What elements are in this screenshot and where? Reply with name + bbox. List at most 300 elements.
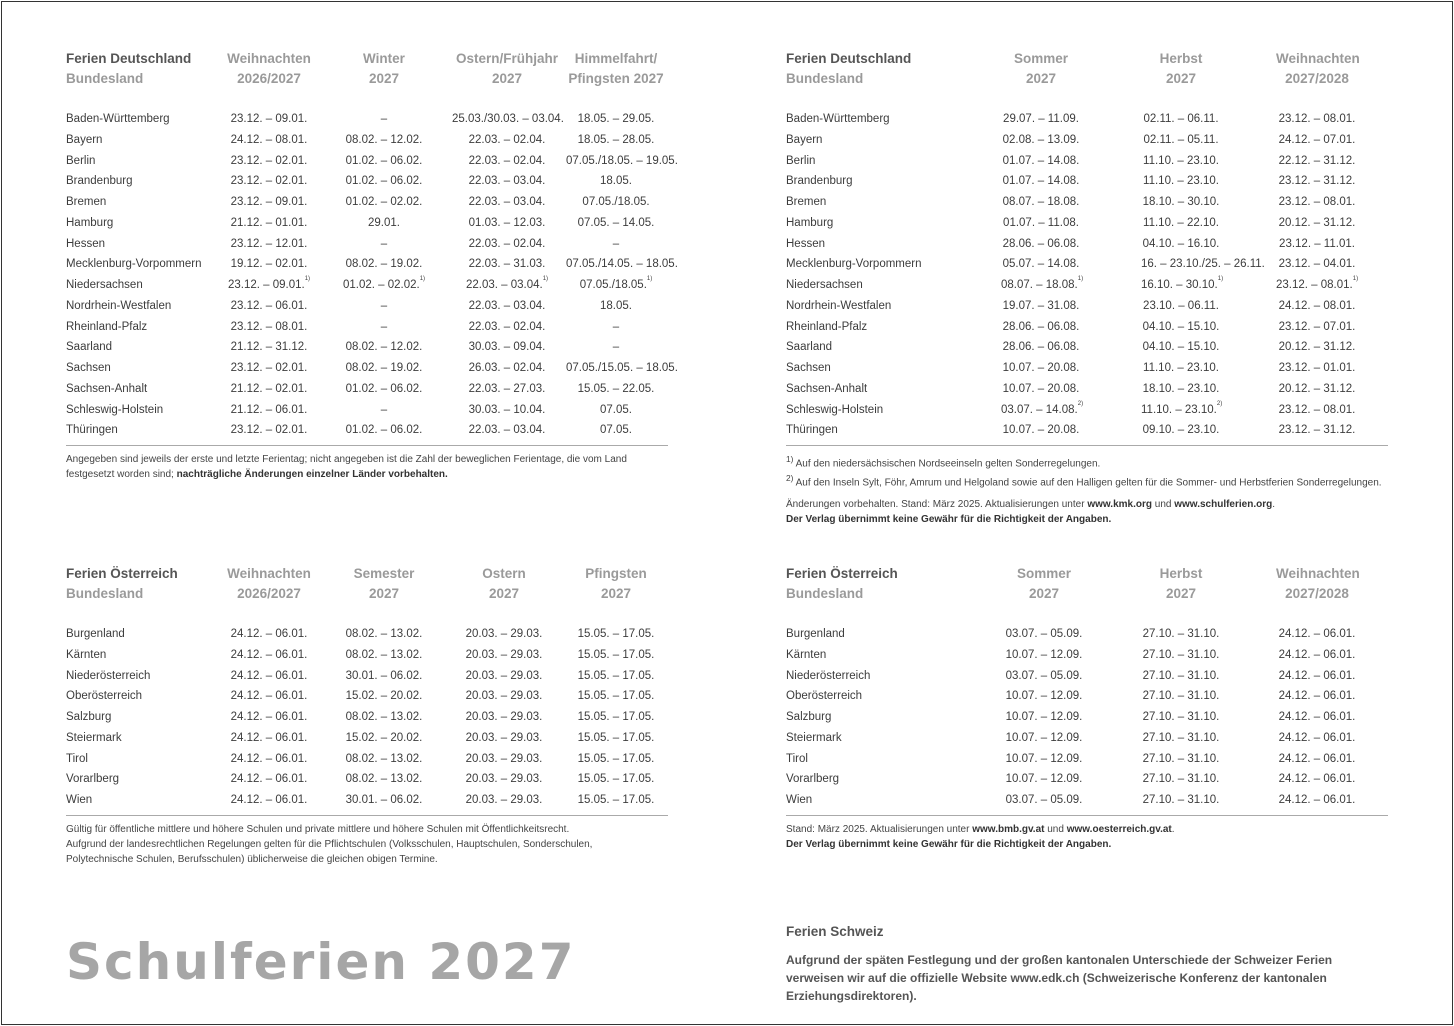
cell-text: 22.03. – 31.03. [468,258,546,271]
header-line: Weihnachten [1276,566,1360,581]
date-range [336,275,432,296]
cell-text: 08.02. – 12.02. [345,341,423,354]
region-name [66,624,216,645]
date-range [452,666,556,687]
cell-text: 01.02. – 02.02. [345,196,423,208]
table-row [786,420,1388,441]
cell-text: 21.12. – 06.01. [230,403,308,416]
cell-text: 23.12. – 08.01. [230,320,308,333]
region-name [786,400,986,421]
cell-text: 08.02. – 13.02. [345,648,423,661]
cell-text: Wien [66,794,93,806]
region-name [66,645,216,666]
table-row [66,624,668,645]
date-range [1276,254,1358,275]
germany-holidays-table-1 [66,49,678,441]
date-range [1276,749,1358,770]
region-name [66,749,216,770]
cell-text: – [612,341,620,354]
oesterreich-link[interactable]: www.oesterreich.gv.at [1066,824,1172,835]
date-range [1141,275,1224,296]
table-header [66,49,668,89]
header-line: Ferien Österreich [786,566,898,581]
header-subline: Bundesland [66,586,144,601]
cell-text: 10.07. – 20.08. [1002,362,1080,374]
date-range [1276,151,1358,172]
date-range [221,358,317,379]
date-range [566,686,666,707]
cell-text: 07.05./18.05. [582,196,650,208]
table-row [786,666,1388,687]
date-range [566,790,666,811]
date-range [1141,400,1221,421]
date-range [1276,337,1358,358]
header-line: Weihnachten [227,566,311,581]
cell-text: 24.12. – 06.01. [230,669,308,682]
cell-text: 15.02. – 20.02. [345,731,423,744]
cell-text: 24.12. – 06.01. [230,794,308,806]
table-row [786,686,1388,707]
date-range [336,728,432,749]
date-range [452,686,556,707]
date-range [221,379,317,400]
table-row [786,213,1388,234]
date-range [336,379,432,400]
date-range [221,707,317,728]
header-subline: Bundesland [786,71,864,86]
header-subline: 2027 [600,586,632,601]
date-range [566,275,666,296]
cell-text: Schleswig-Holstein [66,403,164,416]
cell-text: 01.02. – 06.02. [345,382,423,395]
region-name [786,151,986,172]
header-subline: 2027 [1028,586,1060,601]
cell-text: Brandenburg [66,175,133,188]
date-range [1141,130,1221,151]
table-row [66,379,668,400]
cell-text: 23.12. – 09.01. [230,113,308,125]
cell-text: 15.05. – 17.05. [577,690,655,703]
cell-text: 10.07. – 12.09. [1005,648,1083,661]
cell-text: Bremen [786,196,827,208]
header-line: Ferien Österreich [66,566,178,581]
region-name [786,234,986,255]
region-name [66,317,216,338]
cell-text: 03.07. – 05.09. [1005,794,1083,806]
bmb-link[interactable]: www.bmb.gv.at [972,824,1045,835]
cell-text: 23.12. – 31.12. [1278,424,1356,437]
cell-text: 08.02. – 13.02. [345,752,423,765]
date-range [566,420,666,441]
cell-text: 15.05. – 17.05. [577,731,655,744]
footnote-marker: 1) [646,276,653,282]
date-range [566,171,666,192]
date-range [1141,769,1221,790]
date-range [452,275,562,296]
table-row [66,769,668,790]
cell-text: Nordrhein-Westfalen [66,299,172,312]
table-row [66,213,668,234]
date-range [1141,790,1221,811]
cell-text: Kärnten [786,648,827,661]
cell-text: 15.05. – 22.05. [577,382,655,395]
date-range [566,317,666,338]
cell-text: 10.07. – 12.09. [1005,773,1083,786]
cell-text: 24.12. – 06.01. [1278,628,1356,640]
date-range [452,769,556,790]
cell-text: 27.10. – 31.10. [1142,690,1220,703]
schulferien-link[interactable]: www.schulferien.org [1174,498,1273,510]
switzerland-text: Aufgrund der späten Festlegung und der großen kantonalen Unterschiede der Schweizer Ferien verweisen wir auf die offizielle Website www.edk.ch (Schweizerische Konferenz der kantonalen Erziehungsdirektoren). [786,953,1333,1003]
column-header [1001,564,1087,604]
cell-text: 20.03. – 29.03. [465,628,543,640]
date-range [1001,728,1087,749]
date-range [566,213,666,234]
date-range [566,296,666,317]
cell-text: – [612,320,620,333]
cell-text: 20.03. – 29.03. [465,752,543,765]
cell-text: 24.12. – 06.01. [230,648,308,661]
cell-text: Bayern [786,133,823,146]
cell-text: 26.03. – 02.04. [468,362,546,374]
table-row [66,666,668,687]
column-header-region [786,564,986,604]
cell-text: 21.12. – 31.12. [230,341,308,354]
date-range [1001,109,1081,130]
cell-text: – [380,237,388,250]
date-range [452,790,556,811]
table-row [66,645,668,666]
cell-text: 05.07. – 14.08. [1002,258,1080,271]
region-name [66,686,216,707]
region-name [66,728,216,749]
region-name [66,275,216,296]
table-row [66,728,668,749]
date-range [1001,666,1087,687]
cell-text: 23.12. – 08.01. [1278,196,1356,208]
footnote-marker: 1) [1352,276,1359,282]
date-range [452,317,562,338]
date-range [221,728,317,749]
cell-text: 16. – 23.10./25. – 26.11. [1141,258,1265,271]
cell-text: 07.05. – 14.05. [577,216,655,229]
cell-text: 24.12. – 06.01. [230,628,308,640]
cell-text: 27.10. – 31.10. [1142,711,1220,723]
cell-text: 23.12. – 06.01. [230,299,308,312]
cell-text: 23.12. – 08.01. [1278,113,1356,125]
date-range [221,666,317,687]
date-range [1001,254,1081,275]
header-line: Ferien Deutschland [786,51,912,66]
table-row [66,171,668,192]
cell-text: – [380,113,388,125]
header-line: Ostern [482,566,526,581]
cell-text: 23.12. – 09.01. [230,196,308,208]
cell-text: 18.05. – 29.05. [577,113,655,125]
date-range [1001,296,1081,317]
cell-text: 16.10. – 30.10. [1141,279,1218,291]
cell-text: 07.05. [600,424,632,437]
region-name [786,769,986,790]
date-range [566,624,666,645]
date-range [1001,358,1081,379]
date-range [221,275,317,296]
date-range [336,109,432,130]
column-header [452,564,556,604]
table-row [786,379,1388,400]
cell-text: 07.05./18.05. – 19.05. [566,154,678,167]
date-range [1141,686,1221,707]
cell-text: 09.10. – 23.10. [1142,424,1220,437]
table-row [786,769,1388,790]
date-range [1276,769,1358,790]
date-range [452,400,562,421]
cell-text: 20.03. – 29.03. [465,669,543,682]
date-range [1001,707,1087,728]
date-range [452,624,556,645]
date-range [452,337,562,358]
cell-text: 04.10. – 15.10. [1142,341,1220,354]
date-range [1001,790,1087,811]
footnote-marker: 2) [1077,400,1084,407]
table-row [66,400,668,421]
cell-text: Bayern [66,133,103,146]
cell-text: 27.10. – 31.10. [1142,773,1220,786]
cell-text: 20.03. – 29.03. [465,711,543,723]
cell-text: 23.12. – 04.01. [1278,258,1356,271]
date-range [1001,192,1081,213]
cell-text: 20.12. – 31.12. [1278,216,1356,229]
cell-text: 07.05. [600,403,632,416]
cell-text: 24.12. – 06.01. [230,752,308,765]
cell-text: 02.11. – 06.11. [1143,113,1219,125]
column-header [221,564,317,604]
date-range [336,420,432,441]
cell-text: Vorarlberg [66,773,120,786]
cell-text: Nordrhein-Westfalen [786,299,892,312]
header-subline: Pfingsten 2027 [568,71,664,86]
date-range [1141,337,1221,358]
date-range [221,749,317,770]
austria-holidays-table-2 [786,564,1388,811]
date-range [336,151,432,172]
cell-text: 11.10. – 23.10. [1141,403,1217,416]
date-range [221,254,317,275]
region-name [786,192,986,213]
date-range [1141,192,1221,213]
table-row [786,130,1388,151]
date-range [1276,296,1358,317]
date-range [1001,624,1087,645]
date-range [1141,234,1221,255]
date-range [1276,213,1358,234]
cell-text: 03.07. – 05.09. [1005,669,1083,682]
date-range [1141,707,1221,728]
cell-text: 11.10. – 22.10. [1143,216,1219,229]
column-header [1141,49,1221,89]
date-range [221,337,317,358]
table-row [66,420,668,441]
cell-text: 15.05. – 17.05. [577,648,655,661]
cell-text: Schleswig-Holstein [786,403,884,416]
cell-text: Steiermark [66,731,122,744]
table-row [786,254,1388,275]
region-name [66,379,216,400]
cell-text: 22.03. – 03.04. [465,279,543,291]
date-range [221,192,317,213]
date-range [336,749,432,770]
region-name [66,337,216,358]
date-range [566,749,666,770]
cell-text: 24.12. – 06.01. [230,773,308,786]
cell-text: 15.05. – 17.05. [577,773,655,786]
date-range [1276,666,1358,687]
header-line: Pfingsten [585,566,647,581]
region-name [66,790,216,811]
region-name [66,296,216,317]
cell-text: 01.03. – 12.03. [468,216,546,229]
cell-text: Salzburg [66,711,112,723]
date-range [1141,317,1221,338]
date-range [336,130,432,151]
cell-text: 08.07. – 18.08. [1001,279,1078,291]
region-name [66,254,216,275]
cell-text: Tirol [786,752,808,765]
header-line: Winter [363,51,405,66]
region-name [786,749,986,770]
date-range [1141,296,1221,317]
region-name [786,624,986,645]
date-range [1001,151,1081,172]
region-name [786,707,986,728]
cell-text: 10.07. – 20.08. [1002,382,1080,395]
table-row [786,337,1388,358]
date-range [1276,109,1358,130]
austria-note: Gültig für öffentliche mittlere und höhere Schulen und private mittlere und höhere Schulen mit Öffentlichkeitsrecht. Aufgrund der landesrechtlichen Regelungen gelten für die Pflichtschulen (Volksschulen, Hauptschulen, Sonderschulen, Polytechnische Schulen, Berufsschulen) üblicherweise die gleichen obigen Termine. [66,824,593,865]
header-subline: Bundesland [786,586,864,601]
cell-text: 28.06. – 06.08. [1002,237,1080,250]
table-header [786,49,1388,89]
date-range [221,317,317,338]
date-range [1276,171,1358,192]
cell-text: 22.03. – 03.04. [468,196,546,208]
region-name [66,192,216,213]
cell-text: 22.03. – 03.04. [468,424,546,437]
cell-text: Baden-Württemberg [66,113,170,125]
date-range [1141,666,1221,687]
table-row [66,130,668,151]
column-header [1276,49,1358,89]
cell-text: Oberösterreich [66,690,143,703]
date-range [1001,130,1081,151]
date-range [1001,275,1084,296]
date-range [566,707,666,728]
date-range [336,358,432,379]
date-range [1276,790,1358,811]
region-name [786,420,986,441]
footnote-marker: 1) [1077,276,1084,282]
table-row [786,624,1388,645]
cell-text: 22.03. – 03.04. [468,175,546,188]
date-range [336,317,432,338]
region-name [66,171,216,192]
header-subline: 2027/2028 [1285,586,1349,601]
date-range [566,151,678,172]
cell-text: 24.12. – 06.01. [230,711,308,723]
region-name [786,109,986,130]
kmk-link[interactable]: www.kmk.org [1087,498,1152,510]
cell-text: 29.07. – 11.09. [1003,113,1079,125]
region-name [66,213,216,234]
cell-text: 24.12. – 06.01. [1278,648,1356,661]
column-header [221,49,317,89]
cell-text: 23.12. – 01.01. [1278,362,1356,374]
header-subline: Bundesland [66,71,144,86]
cell-text: 18.05. [600,175,632,188]
cell-text: 23.12. – 09.01. [227,279,305,291]
cell-text: Niederösterreich [66,669,151,682]
cell-text: 02.11. – 05.11. [1143,133,1219,146]
cell-text: 29.01. [368,216,400,229]
header-subline: 2027 [491,71,523,86]
cell-text: 20.03. – 29.03. [465,794,543,806]
cell-text: 23.12. – 07.01. [1278,320,1356,333]
date-range [1001,234,1081,255]
cell-text: 15.05. – 17.05. [577,711,655,723]
date-range [452,234,562,255]
date-range [1276,420,1358,441]
footnote-marker: 1) [304,276,311,282]
date-range [566,337,666,358]
cell-text: 20.03. – 29.03. [465,731,543,744]
date-range [452,192,562,213]
cell-text: Hessen [66,237,105,250]
cell-text: 08.02. – 19.02. [345,362,423,374]
table-row [66,234,668,255]
date-range [566,666,666,687]
date-range [1276,317,1358,338]
cell-text: 24.12. – 06.01. [1278,752,1356,765]
cell-text: 08.02. – 12.02. [345,133,423,146]
table-row [66,275,668,296]
date-range [1001,317,1081,338]
cell-text: 22.03. – 03.04. [468,299,546,312]
date-range [452,254,562,275]
cell-text: 27.10. – 31.10. [1142,731,1220,744]
table-row [786,109,1388,130]
cell-text: 24.12. – 07.01. [1278,133,1356,146]
date-range [336,400,432,421]
date-range [566,728,666,749]
cell-text: 20.03. – 29.03. [465,648,543,661]
date-range [452,420,562,441]
date-range [452,213,562,234]
cell-text: 22.12. – 31.12. [1278,154,1356,167]
germany-holidays-table-2 [786,49,1388,441]
cell-text: 10.07. – 12.09. [1005,731,1083,744]
cell-text: 15.05. – 17.05. [577,628,655,640]
footnote-marker: 1) [419,276,426,282]
date-range [1001,400,1084,421]
cell-text: Burgenland [786,628,845,640]
date-range [336,171,432,192]
table-row [786,645,1388,666]
cell-text: 28.06. – 06.08. [1002,341,1080,354]
cell-text: 27.10. – 31.10. [1142,669,1220,682]
footnote-marker: 2) [1216,400,1223,407]
table-row [66,337,668,358]
date-range [336,337,432,358]
